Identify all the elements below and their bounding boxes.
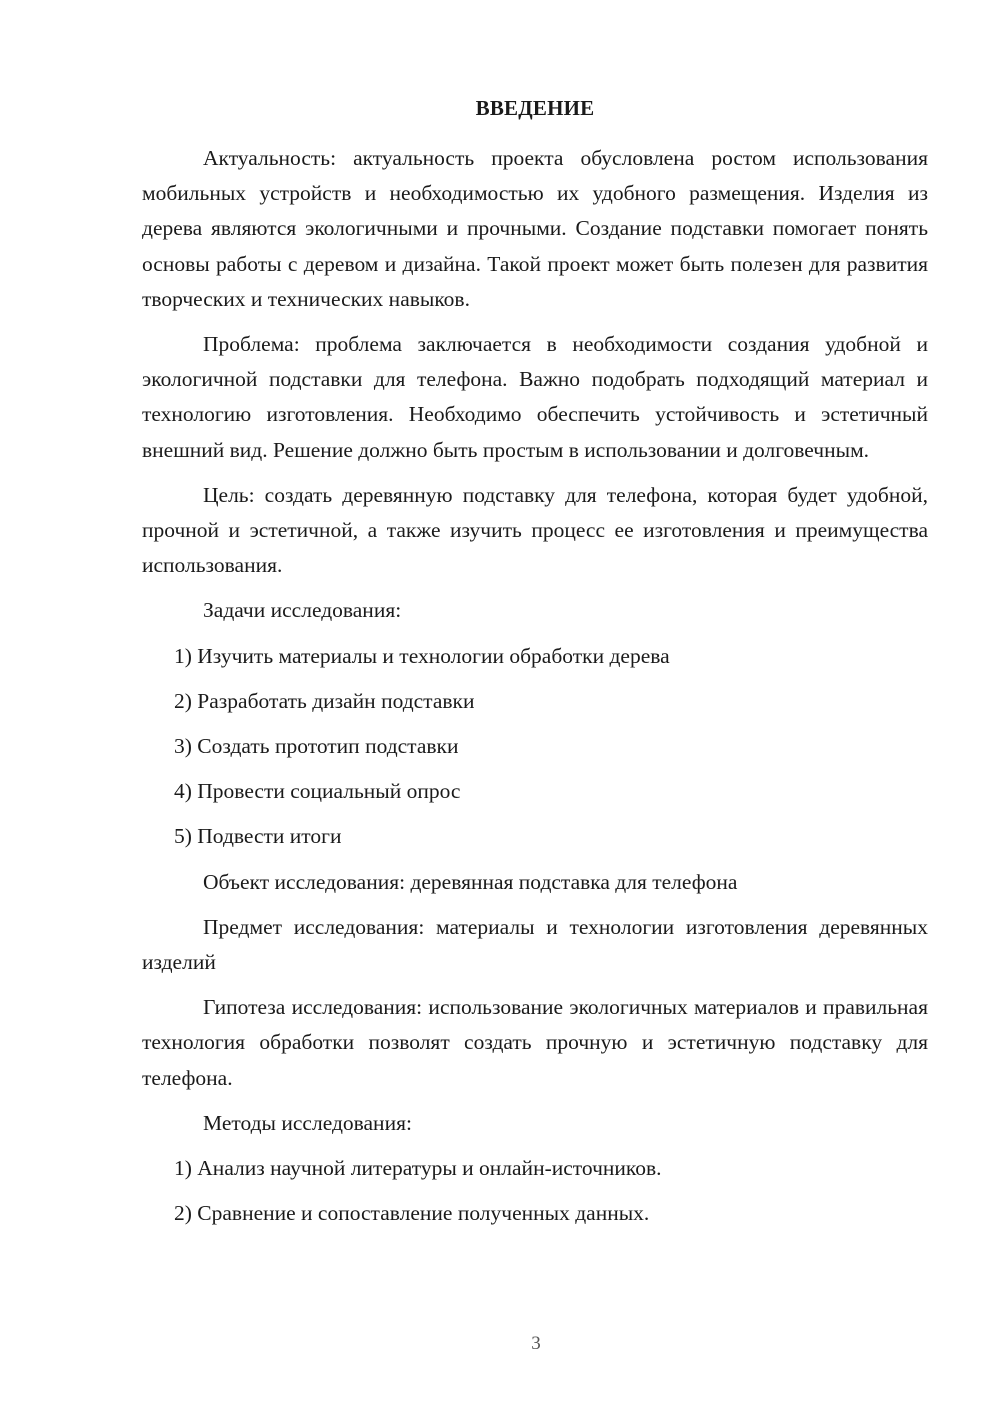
page-number: 3 [531, 1333, 541, 1354]
paragraph-hypothesis: Гипотеза исследования: использование экологичных материалов и правильная технология обработки позволят создать прочную и эстетичную подставку для телефона. [142, 995, 928, 1090]
paragraph-problem: Проблема: проблема заключается в необходимости создания удобной и экологичной подставки для телефона. Важно подобрать подходящий материал и технологию изготовления. Необходимо обеспечить устойчивость и эстетичный внешний вид. Решение должно быть простым в использовании и долговечным. [142, 332, 928, 462]
paragraph-relevance: Актуальность: актуальность проекта обусловлена ростом использования мобильных устройств и необходимостью их удобного размещения. Изделия из дерева являются экологичными и прочными. Создание подставки помогает понять основы работы с деревом и дизайна. Такой проект может быть полезен для развития творческих и технических навыков. [142, 146, 928, 311]
task-list-item: 5) Подвести итоги [174, 824, 342, 849]
document-body [142, 141, 928, 1241]
task-list-item: 3) Создать прототип подставки [174, 734, 459, 759]
paragraph-goal: Цель: создать деревянную подставку для телефона, которая будет удобной, прочной и эстетичной, а также изучить процесс ее изготовления и преимущества использования. [142, 482, 928, 578]
task-list-item: 1) Изучить материалы и технологии обработки дерева [174, 643, 670, 668]
paragraph-subject: Предмет исследования: материалы и технологии изготовления деревянных изделий [142, 914, 928, 975]
task-list-item: 4) Провести социальный опрос [174, 779, 461, 804]
method-list-item: 2) Сравнение и сопоставление полученных данных. [174, 1201, 650, 1226]
paragraph-tasks-heading: Задачи исследования: [203, 598, 402, 623]
page-title: ВВЕДЕНИЕ [475, 96, 595, 120]
task-list-item: 2) Разработать дизайн подставки [174, 688, 475, 713]
paragraph-object: Объект исследования: деревянная подставка для телефона [203, 869, 738, 894]
paragraph-methods-heading: Методы исследования: [203, 1110, 412, 1135]
method-list-item: 1) Анализ научной литературы и онлайн-источников. [174, 1156, 662, 1181]
